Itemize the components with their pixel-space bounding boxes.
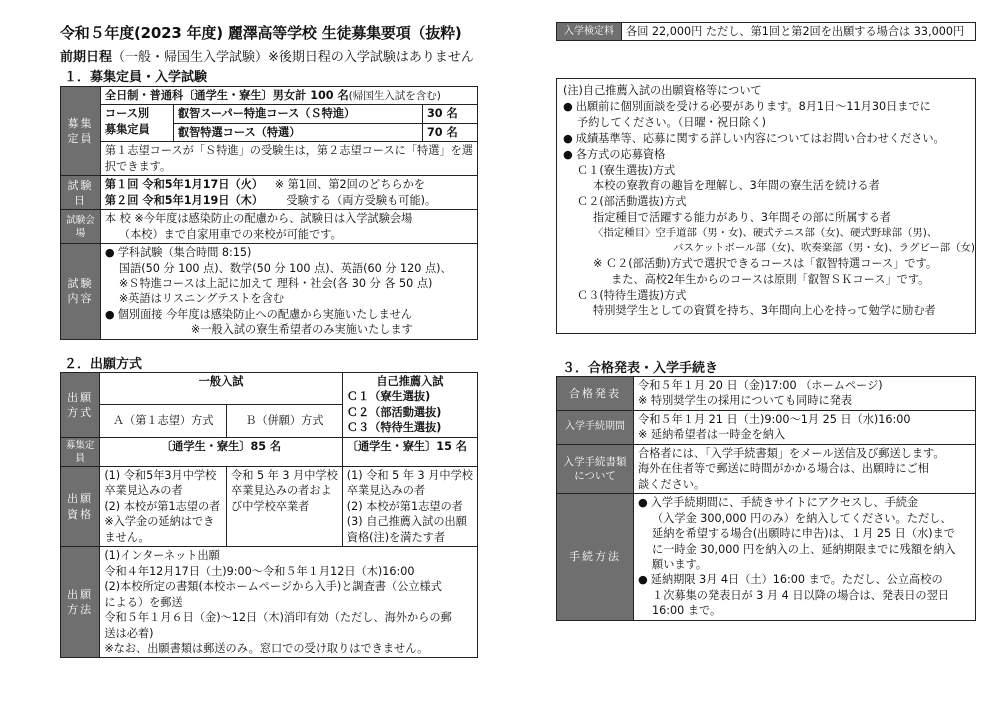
fee-label: 入学検定料 — [557, 23, 622, 41]
self-types: 自己推薦入試 Ｃ１（寮生選抜) Ｃ２（部活動選抜) Ｃ３（特待生選抜) — [342, 373, 477, 438]
apply-cell: (1)インターネット出願 令和４年12月17日（土)9:00～令和５年１月12日（木)16:00 (2)本校所定の書類(本校ホームページから入手)と調査書（公立様式 による）を郵送 令和５年１月６日（金)～12日（木)消印有効（ただし、海外からの郵 送は必着) ※なお、出願書類は郵送のみ。窓口での受け取りはできません。 — [100, 547, 478, 658]
period-cell: 令和５年１月 21 日（土)9:00～1月 25 日（水)16:00 ※ 延納希望者は一時金を納入 — [634, 410, 976, 444]
type-b: Ｂ（併願）方式 — [227, 405, 343, 437]
result-cell: 令和５年１月 20 日（金)17:00 （ホームページ) ※ 特別奨学生の採用についても同時に発表 — [634, 377, 976, 411]
cap-label: 募集定員 — [61, 437, 100, 466]
schedule-label: 前期日程 — [60, 50, 113, 65]
cap-general: 〔通学生・寮生〕85 名 — [100, 437, 342, 466]
exam-content-cell: ● 学科試験（集合時間 8:15) 国語(50 分 100 点)、数学(50 分 100 点)、英語(60 分 120 点)、 ※Ｓ特進コースは上記に加えて 理科・社会(各 30 分 各 50 点) ※英語はリスニングテストを含む ● 個別面接 今年度は感染防止への配慮から実施いたしません ※一般入試の寮生希望者のみ実施いたします — [100, 244, 477, 340]
qual-label: 出願資格 — [61, 467, 100, 547]
section2-heading: ２．出願方式 — [64, 357, 143, 372]
venue-label: 試験会場 — [61, 210, 101, 244]
capacity-note: 第１志望コースが「Ｓ特進」の受験生は，第２志望コースに「特選」を選 択できます。 — [100, 142, 477, 176]
schedule-line — [60, 46, 474, 65]
method-label: 出願方式 — [61, 373, 100, 438]
section3-heading: ３．合格発表・入学手続き — [562, 361, 719, 376]
note-box: (注)自己推薦入試の出願資格等について ● 出願前に個別面談を受ける必要があります。8月1日～11月30日までに 予約してください。（日曜・祝日除く) ● 成績基準等、応募に関する詳しい内容についてはお問い合わせください。 ● 各方式の応募資格 Ｃ１(寮生選抜)方式 本校の寮教育の趣旨を理解し、3年間の寮生活を続ける者 Ｃ２(部活動選抜)方式 指定種目で活躍する能力があり、3年間その部に所属する者 〈指定種目〉空手道部（男・女)、硬式テニス部（女)、硬式野球部（男)、 バスケットボール部（女)、吹奏楽部（男・女)、ラグビー部（女) ※ Ｃ２(部活動)方式で選択できるコースは「叡智特選コース」です。 また、高校2年生からのコースは原則「叡智ＳＫコース」です。 Ｃ３(特待生選抜)方式 特別奨学生としての資質を持ち、3年間向上心を持って勉学に励む者 — [556, 78, 976, 334]
capacity-main: 全日制・普通科〔通学生・寮生〕男女計 100 名(帰国生入試を含む) — [100, 87, 477, 105]
exam-date-cell: 第１回 令和5年1月17日（火） ※ 第1回、第2回のどちらかを 第２回 令和5年1月19日（木） 受験する（両方受験も可能)。 — [100, 176, 477, 210]
section3-table — [556, 376, 976, 621]
type-a: Ａ（第１志望）方式 — [100, 405, 227, 437]
section2-table — [60, 372, 478, 658]
qual-b: 令和 5 年 3 月中学校 卒業見込みの者およ び中学校卒業者 — [227, 467, 343, 547]
period-label: 入学手続期間 — [557, 410, 634, 444]
fee-table — [556, 22, 976, 41]
section1-table — [60, 86, 478, 340]
proc-label: 手続方法 — [557, 494, 634, 621]
result-label: 合格発表 — [557, 377, 634, 411]
cap-self: 〔通学生・寮生〕15 名 — [342, 437, 477, 466]
docs-label: 入学手続書類について — [557, 444, 634, 493]
docs-cell: 合格者には、「入学手続書類」をメール送信及び郵送します。 海外在住者等で郵送に時間がかかる場合は、出願時にご相 談ください。 — [634, 444, 976, 493]
course1-num: 30 名 — [423, 105, 478, 123]
fee-text: 各回 22,000円 ただし、第1回と第2回を出願する場合は 33,000円 — [622, 23, 976, 41]
exam-content-label: 試験内容 — [61, 244, 101, 340]
schedule-note: （一般・帰国生入学試験）※後期日程の入学試験はありません — [112, 50, 474, 65]
capacity-label: 募集定員 — [61, 87, 101, 176]
course2-name: 叡智特選コース（特選） — [173, 123, 422, 141]
course1-name: 叡智スーパー特進コース（Ｓ特進） — [173, 105, 422, 123]
section1-heading: １．募集定員・入学試験 — [64, 70, 208, 85]
page-title: 令和５年度(2023 年度) 麗澤高等学校 生徒募集要項（抜粋) — [60, 24, 462, 42]
general-label: 一般入試 — [100, 373, 342, 405]
course-label: コース別 募集定員 — [100, 105, 173, 142]
exam-date-label: 試験日 — [61, 176, 101, 210]
venue-cell: 本 校 ※今年度は感染防止の配慮から、試験日は入学試験会場 （本校）まで自家用車での来校が可能です。 — [100, 210, 477, 244]
qual-c: (1) 令和 5 年 3 月中学校 卒業見込みの者 (2) 本校が第1志望の者 (3) 自己推薦入試の出願 資格(注)を満たす者 — [342, 467, 477, 547]
course2-num: 70 名 — [423, 123, 478, 141]
proc-cell: ● 入学手続期間に、手続きサイトにアクセスし、手続金 （入学金 300,000 円のみ）を納入してください。ただし、 延納を希望する場合(出願時に申告)は、１月 25 日（水)まで に一時金 30,000 円を納入の上、延納期限までに残額を納入 願います。 ● 延納期限 3月 4日（土）16:00 まで。ただし、公立高校の １次募集の発表日が 3 月 4 日以降の場合は、発表日の翌日 16:00 まで。 — [634, 494, 976, 621]
qual-a: (1) 令和5年3月中学校 卒業見込みの者 (2) 本校が第1志望の者 ※入学金の延納はでき ません。 — [100, 467, 227, 547]
apply-label: 出願方法 — [61, 547, 100, 658]
